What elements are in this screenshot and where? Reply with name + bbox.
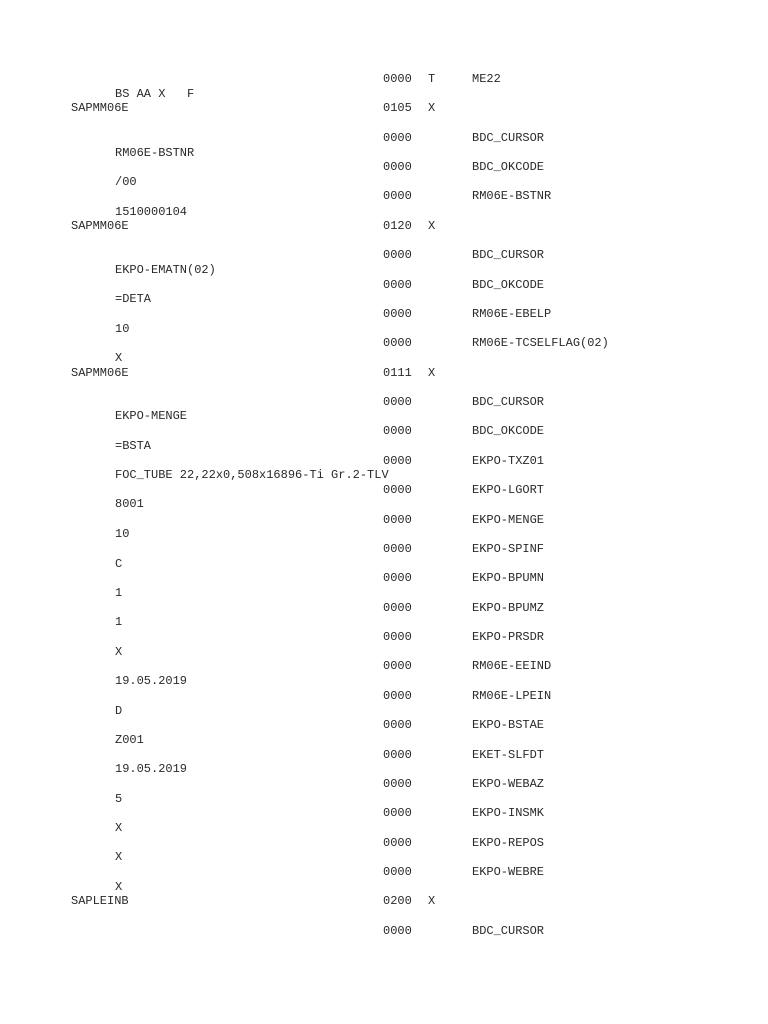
screen-number: 0000 — [383, 865, 412, 879]
field-value: Z001 — [115, 733, 144, 747]
program-name: SAPMM06E — [71, 219, 129, 233]
field-name: EKPO-LGORT — [472, 483, 545, 497]
screen-number: 0000 — [383, 571, 412, 585]
field-name: EKPO-WEBRE — [472, 865, 545, 879]
field-value: X — [115, 880, 123, 894]
field-name: ME22 — [472, 72, 501, 86]
field-value: BS AA X F — [115, 87, 195, 101]
field-value: EKPO-EMATN(02) — [115, 263, 216, 277]
field-value: 10 — [115, 322, 130, 336]
field-value: =DETA — [115, 292, 152, 306]
field-value: FOC_TUBE 22,22x0,508x16896-Ti Gr.2-TLV — [115, 468, 389, 482]
field-name: BDC_OKCODE — [472, 424, 545, 438]
field-value: /00 — [115, 175, 137, 189]
field-name: EKPO-BSTAE — [472, 718, 545, 732]
screen-number: 0000 — [383, 718, 412, 732]
screen-number: 0000 — [383, 748, 412, 762]
field-name: EKPO-REPOS — [472, 836, 545, 850]
field-name: BDC_CURSOR — [472, 248, 545, 262]
screen-number: 0120 — [383, 219, 412, 233]
dynbegin-flag: 0000 — [383, 72, 412, 86]
dynbegin-flag: X — [428, 219, 436, 233]
screen-number: 0000 — [383, 336, 412, 350]
screen-number: 0000 — [383, 454, 412, 468]
screen-number: 0000 — [383, 924, 412, 938]
field-name: BDC_OKCODE — [472, 160, 545, 174]
program-name: SAPMM06E — [71, 366, 129, 380]
screen-number: 0000 — [383, 601, 412, 615]
field-value: 1 — [115, 615, 123, 629]
field-name: EKPO-PRSDR — [472, 630, 545, 644]
field-value: 5 — [115, 792, 123, 806]
field-name: EKPO-BPUMN — [472, 571, 545, 585]
screen-number: 0000 — [383, 248, 412, 262]
field-name: BDC_CURSOR — [472, 395, 545, 409]
field-value: C — [115, 557, 123, 571]
screen-number: 0000 — [383, 777, 412, 791]
field-value: 19.05.2019 — [115, 674, 188, 688]
field-name: EKPO-TXZ01 — [472, 454, 545, 468]
screen-number: 0200 — [383, 894, 412, 908]
field-value: X — [115, 351, 123, 365]
field-name: BDC_OKCODE — [472, 278, 545, 292]
screen-number: 0000 — [383, 836, 412, 850]
field-name: EKPO-INSMK — [472, 806, 545, 820]
dynbegin-flag: X — [428, 101, 436, 115]
field-value: RM06E-BSTNR — [115, 146, 195, 160]
program-name: SAPMM06E — [71, 101, 129, 115]
field-value: D — [115, 704, 123, 718]
screen-number: 0000 — [383, 630, 412, 644]
field-value: X — [115, 821, 123, 835]
screen-number: 0000 — [383, 513, 412, 527]
field-name: RM06E-BSTNR — [472, 189, 552, 203]
field-name: BDC_CURSOR — [472, 131, 545, 145]
field-value: 8001 — [115, 497, 144, 511]
field-name: EKPO-BPUMZ — [472, 601, 545, 615]
field-value: 1 — [115, 586, 123, 600]
screen-number: 0000 — [383, 189, 412, 203]
screen-number: 0111 — [383, 366, 412, 380]
field-value: X — [115, 645, 123, 659]
field-value: =BSTA — [115, 439, 152, 453]
dynbegin-flag: T — [428, 72, 436, 86]
program-name: SAPLEINB — [71, 894, 129, 908]
field-name: EKET-SLFDT — [472, 748, 545, 762]
screen-number: 0000 — [383, 689, 412, 703]
screen-number: 0000 — [383, 160, 412, 174]
dynbegin-flag: X — [428, 366, 436, 380]
screen-number: 0000 — [383, 806, 412, 820]
field-value: 10 — [115, 527, 130, 541]
screen-number: 0000 — [383, 542, 412, 556]
screen-number: 0000 — [383, 131, 412, 145]
screen-number: 0000 — [383, 424, 412, 438]
field-name: EKPO-WEBAZ — [472, 777, 545, 791]
field-name: BDC_CURSOR — [472, 924, 545, 938]
screen-number: 0000 — [383, 483, 412, 497]
field-name: RM06E-EBELP — [472, 307, 552, 321]
screen-number: 0000 — [383, 307, 412, 321]
screen-number: 0105 — [383, 101, 412, 115]
dynbegin-flag: X — [428, 894, 436, 908]
field-name: RM06E-EEIND — [472, 659, 552, 673]
field-name: EKPO-SPINF — [472, 542, 545, 556]
field-value: 1510000104 — [115, 205, 188, 219]
field-value: X — [115, 850, 123, 864]
field-value: 19.05.2019 — [115, 762, 188, 776]
field-name: RM06E-TCSELFLAG(02) — [472, 336, 609, 350]
screen-number: 0000 — [383, 278, 412, 292]
field-value: EKPO-MENGE — [115, 409, 188, 423]
field-name: RM06E-LPEIN — [472, 689, 552, 703]
screen-number: 0000 — [383, 395, 412, 409]
screen-number: 0000 — [383, 659, 412, 673]
field-name: EKPO-MENGE — [472, 513, 545, 527]
